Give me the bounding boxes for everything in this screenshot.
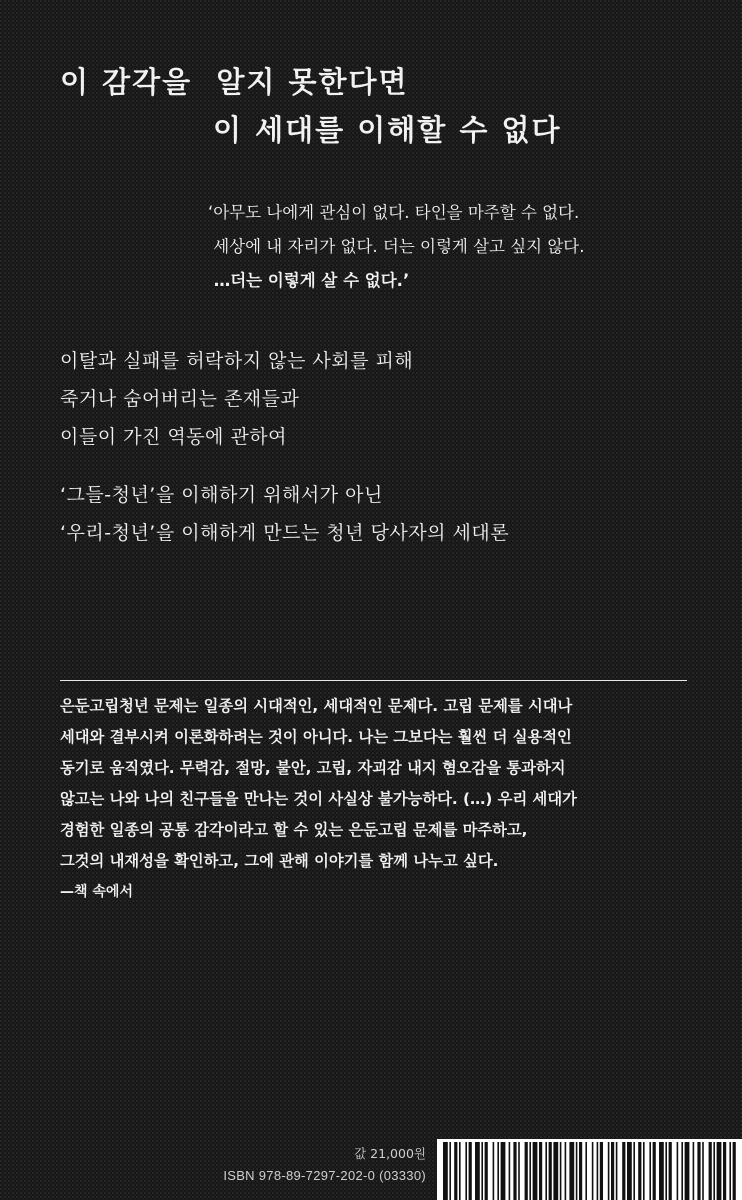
barcode-bar [659,1142,664,1200]
barcode-bar [697,1142,700,1200]
barcode-bar [497,1142,499,1200]
barcode-bar [576,1142,578,1200]
barcode-bar [481,1142,483,1200]
intro-paragraph-2 [60,476,509,552]
barcode-bar [509,1142,511,1200]
barcode-bar [677,1142,679,1200]
barcode-bar [529,1142,531,1200]
barcode-bar [729,1142,731,1200]
intro-line: ‘그들-청년’을 이해하기 위해서가 아닌 [60,484,383,506]
barcode-bar [627,1142,632,1200]
barcode-bar [449,1142,451,1200]
barcode-bar [549,1142,552,1200]
barcode-bar [723,1142,726,1200]
divider [60,680,687,681]
headline-line-2: 이 세대를 이해할 수 없다 [213,113,562,147]
barcode-bar [443,1142,448,1200]
barcode-bar [669,1142,672,1200]
barcode-bar [665,1142,667,1200]
pull-quote [208,196,584,298]
barcode-bar [513,1142,516,1200]
book-excerpt [60,691,700,908]
barcode-bar [493,1142,495,1200]
barcode-bar [622,1142,625,1200]
barcode-bar [600,1142,603,1200]
intro-line: 이탈과 실패를 허락하지 않는 사회를 피해 [60,350,414,372]
barcode-bar [565,1142,567,1200]
barcode-bar [702,1142,704,1200]
quote-line-3: …더는 이렇게 살 수 없다.’ [208,271,410,290]
barcode-bar [633,1142,635,1200]
barcode-bar [560,1142,562,1200]
barcode-icon [437,1139,742,1200]
barcode-bar [649,1142,651,1200]
excerpt-line: 세대와 결부시켜 이론화하려는 것이 아니다. 나는 그보다는 훨씬 더 실용적인 [60,728,572,746]
barcode-bar [717,1142,722,1200]
barcode-bar [643,1142,645,1200]
barcode-bar [569,1142,574,1200]
barcode-bar [553,1142,558,1200]
barcode-bar [465,1142,467,1200]
intro-line: 죽거나 숨어버리는 존재들과 [60,388,300,410]
barcode-bar [608,1142,610,1200]
barcode-bar [545,1142,547,1200]
barcode-bar [539,1142,542,1200]
barcode-bar [454,1142,457,1200]
barcode-bar [475,1142,480,1200]
barcode-bar [713,1142,715,1200]
excerpt-line: 동기로 움직였다. 무력감, 절망, 불안, 고립, 자괴감 내지 혐오감을 통과하지 [60,759,566,777]
isbn-label: ISBN 978-89-7297-202-0 (03330) [223,1168,426,1183]
excerpt-line: 은둔고립청년 문제는 일종의 시대적인, 세대적인 문제다. 고립 문제를 시대나 [60,697,573,715]
barcode-bar [611,1142,614,1200]
barcode [437,1139,742,1200]
barcode-bar [685,1142,690,1200]
barcode-bar [597,1142,599,1200]
barcode-bar [693,1142,695,1200]
intro-paragraph-1 [60,342,413,456]
barcode-bar [616,1142,618,1200]
intro-line: ‘우리-청년’을 이해하게 만드는 청년 당사자의 세대론 [60,522,510,544]
barcode-bar [733,1142,736,1200]
headline [60,58,562,154]
barcode-bar [638,1142,641,1200]
excerpt-source: —책 속에서 [60,884,133,900]
intro-line: 이들이 가진 역동에 관하여 [60,426,288,448]
excerpt-line: 않고는 나와 나의 친구들을 만나는 것이 사실상 불가능하다. (…) 우리 세대가 [60,790,577,808]
barcode-bar [533,1142,538,1200]
excerpt-line: 경험한 일종의 공통 감각이라고 할 수 있는 은둔고립 문제를 마주하고, [60,821,528,839]
price-label: 값 21,000원 [354,1146,426,1161]
quote-line-2: 세상에 내 자리가 없다. 더는 이렇게 살고 싶지 않다. [208,237,585,256]
barcode-bar [501,1142,506,1200]
barcode-bar [579,1142,582,1200]
barcode-bar [459,1142,461,1200]
barcode-bar [469,1142,472,1200]
barcode-bar [485,1142,488,1200]
headline-line-1: 이 감각을 알지 못한다면 [60,65,409,99]
barcode-bar [585,1142,587,1200]
barcode-bar [592,1142,594,1200]
excerpt-line: 그것의 내재성을 확인하고, 그에 관해 이야기를 함께 나누고 싶다. [60,852,499,870]
barcode-bar [709,1142,712,1200]
quote-line-1: ‘아무도 나에게 관심이 없다. 타인을 마주할 수 없다. [208,203,580,222]
barcode-bar [525,1142,528,1200]
barcode-bar [681,1142,683,1200]
barcode-bar [518,1142,520,1200]
barcode-bar [653,1142,656,1200]
